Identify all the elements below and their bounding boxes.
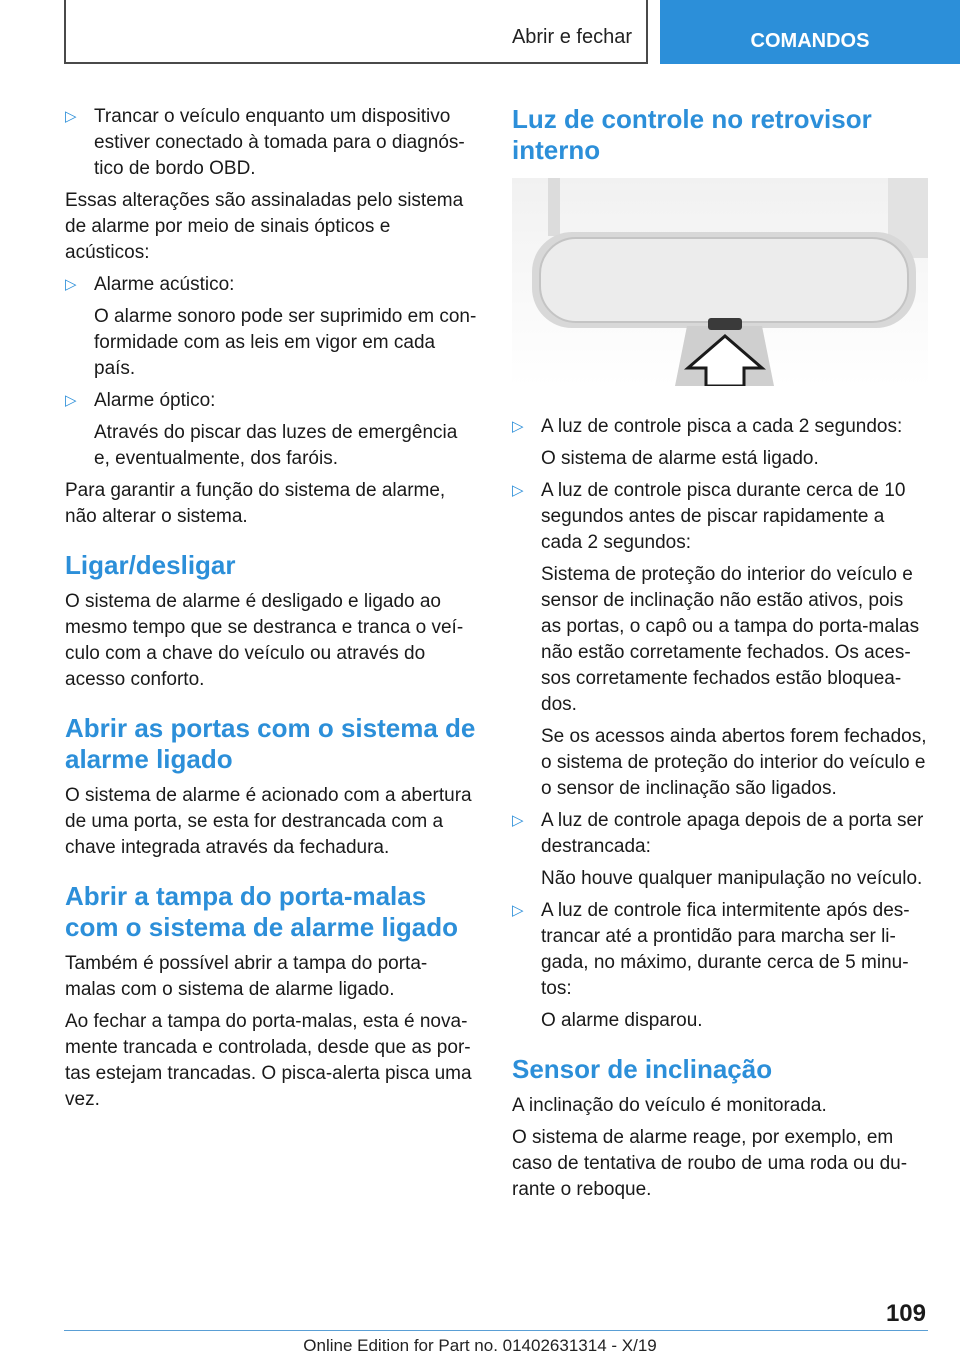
paragraph: A inclinação do veículo é monitorada. [512, 1095, 827, 1116]
rearview-mirror-icon [512, 178, 928, 386]
footer-divider [64, 1330, 928, 1331]
list-item-detail: Através do piscar das luzes de emergência e, eventualmente, dos faróis. [94, 422, 458, 469]
header-section-title: Abrir e fechar [511, 26, 632, 48]
list-item [512, 478, 928, 556]
list-item [65, 388, 477, 414]
paragraph: Também é possível abrir a tampa do porta-malas com o sistema de alarme ligado. [65, 953, 428, 1000]
list-item-text: A luz de controle apaga depois de a porta ser destrancada: [541, 810, 924, 857]
list-item-text: Alarme óptico: [94, 390, 216, 411]
triangle-bullet-icon: ▷ [512, 418, 524, 435]
section-heading: Abrir as portas com o sistema de alarme ligado [65, 713, 476, 774]
list-item-detail: Se os acessos ainda abertos forem fechados, o sistema de proteção do interior do veículo e o sensor de inclinação são ligados. [541, 726, 927, 799]
paragraph: O sistema de alarme reage, por exemplo, em caso de tentativa de roubo de uma roda ou durante o reboque. [512, 1127, 908, 1200]
section-heading: Sensor de inclinação [512, 1054, 773, 1084]
list-item-detail: O alarme disparou. [541, 1010, 703, 1031]
section-heading: Abrir a tampa do porta-malas com o sistema de alarme ligado [65, 881, 459, 942]
list-item [512, 808, 928, 860]
list-item-detail: O alarme sonoro pode ser suprimido em conformidade com as leis em vigor em cada país. [94, 306, 477, 379]
list-item-text: A luz de controle pisca durante cerca de 10 segundos antes de piscar rapidamente a cada 2 segundos: [541, 480, 906, 553]
triangle-bullet-icon: ▷ [65, 392, 77, 409]
list-item-text: Alarme acústico: [94, 274, 235, 295]
header-frame [64, 0, 648, 64]
list-item-detail: Sistema de proteção do interior do veículo e sensor de inclinação não estão ativos, pois as portas, o capô ou a tampa do porta-malas não estão corretamente fechados. Os acessos corretamente fechados estão bloqueados. [541, 564, 920, 715]
list-item-text: A luz de controle pisca a cada 2 segundos: [541, 416, 903, 437]
list-item [65, 104, 477, 182]
paragraph: Para garantir a função do sistema de alarme, não alterar o sistema. [65, 480, 446, 527]
list-item-detail: O sistema de alarme está ligado. [541, 448, 819, 469]
triangle-bullet-icon: ▷ [65, 276, 77, 293]
left-column [65, 104, 477, 1119]
triangle-bullet-icon: ▷ [512, 812, 524, 829]
paragraph: O sistema de alarme é acionado com a abertura de uma porta, se esta for destrancada com a chave integrada através da fechadura. [65, 785, 472, 858]
list-item [65, 272, 477, 298]
list-item [512, 414, 928, 440]
triangle-bullet-icon: ▷ [65, 108, 77, 125]
paragraph: Essas alterações são assinaladas pelo sistema de alarme por meio de sinais ópticos e acústicos: [65, 190, 464, 263]
paragraph: Ao fechar a tampa do porta-malas, esta é novamente trancada e controlada, desde que as portas estejam trancadas. O pisca-alerta pisca uma vez. [65, 1011, 472, 1110]
triangle-bullet-icon: ▷ [512, 482, 524, 499]
triangle-bullet-icon: ▷ [512, 902, 524, 919]
list-item [512, 898, 928, 1002]
page-number: 109 [885, 1300, 926, 1327]
edition-footer: Online Edition for Part no. 01402631314 - X/19 [303, 1336, 657, 1355]
header-chapter-tab [660, 0, 960, 64]
rearview-mirror-figure [512, 178, 928, 386]
section-heading: Ligar/desligar [65, 550, 236, 580]
right-column [512, 104, 928, 1209]
list-item-detail: Não houve qualquer manipulação no veículo. [541, 868, 923, 889]
header-chapter-label: COMANDOS [750, 29, 870, 52]
section-heading: Luz de controle no retrovisor interno [512, 104, 872, 165]
list-item-text: A luz de controle fica intermitente após destrancar até a prontidão para marcha ser ligada, no máximo, durante cerca de 5 minutos: [541, 900, 910, 999]
list-item-text: Trancar o veículo enquanto um dispositivo estiver conectado à tomada para o diagnóstico de bordo OBD. [94, 106, 465, 179]
paragraph: O sistema de alarme é desligado e ligado ao mesmo tempo que se destranca e tranca o veículo com a chave do veículo ou através do acesso conforto. [65, 591, 464, 690]
